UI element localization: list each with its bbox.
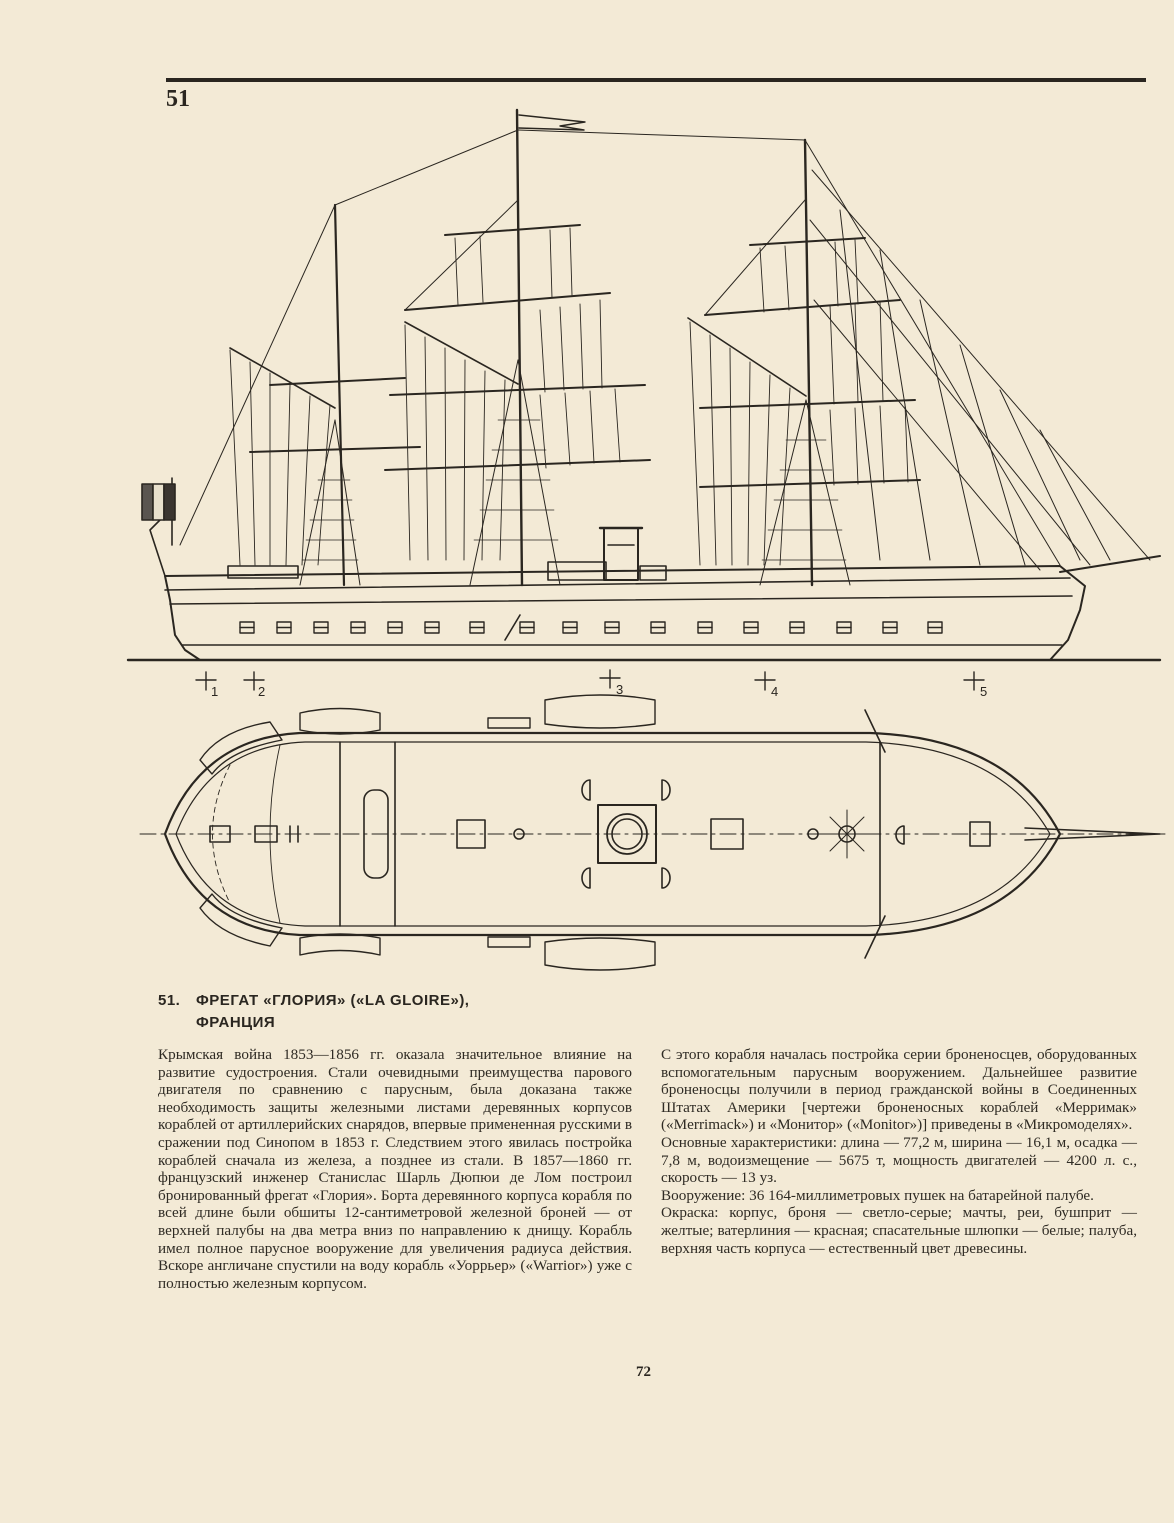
specs-paragraph: Основные характеристики: длина — 77,2 м, ширина — 16,1 м, осадка — 7,8 м, водоизмещение — 5675 т, мощность двигателей — 4200 л. с., скорость — 13 уз.	[661, 1133, 1137, 1187]
body-left-column	[158, 1046, 632, 1292]
station-labels	[211, 682, 987, 699]
body-paragraph: Крымская война 1853—1856 гг. оказала значительное влияние на развитие судостроения. Стали очевидными преимущества парового двигателя по сравнению с парусным, была доказана также необходимость защиты железными листами деревянных корпусов кораблей от артиллерийских снарядов, впервые примененная русскими в сражении под Синопом в 1853 г. Следствием этого явилась постройка кораблей сначала из железа, а позднее из стали. В 1857—1860 гг. французский инженер Станислас Шарль Дюпюи де Лом построил бронированный фрегат «Глория». Борта деревянного корпуса корабля по всей длине были обшиты 12-сантиметровой железной броней — от верхней палубы на два метра вниз по направлению к днищу. Корабль имел полное парусное вооружение для увеличения радиуса действия. Вскоре англичане спустили на воду корабль «Уоррьер» («Warrior») уже с полностью железным корпусом.	[158, 1046, 632, 1292]
heading-country: ФРАНЦИЯ	[196, 1014, 276, 1031]
article-heading	[158, 990, 618, 1034]
plate-number: 51	[166, 86, 190, 112]
heading-number: 51.	[158, 992, 181, 1009]
station-label: 5	[980, 684, 988, 699]
station-label: 4	[771, 684, 779, 699]
body-right-column	[661, 1046, 1137, 1257]
armament-paragraph: Вооружение: 36 164-миллиметровых пушек на батарейной палубе.	[661, 1186, 1094, 1204]
colors-paragraph: Окраска: корпус, броня — светло-серые; мачты, реи, бушприт — желтые; ватерлиния — красная; спасательные шлюпки — белые; палуба, верхняя часть корпуса — естественный цвет древесины.	[661, 1204, 1137, 1257]
side-view	[128, 110, 1160, 690]
flag-icon	[142, 478, 175, 545]
station-label: 3	[616, 682, 624, 697]
station-label: 2	[258, 684, 266, 699]
body-paragraph: С этого корабля началась постройка серии броненосцев, оборудованных вспомогательным парусным вооружением. Дальнейшее развитие броненосцы получили в период гражданской войны в Соединенных Штатах Америки [чертежи броненосных кораблей «Мерримак» («Merrimack») и «Монитор» («Monitor»)] приведены в «Микромоделях».	[661, 1046, 1137, 1134]
heading-title: ФРЕГАТ «ГЛОРИЯ» («LA GLOIRE»),	[196, 992, 470, 1009]
page-number: 72	[636, 1364, 651, 1380]
station-label: 1	[211, 684, 219, 699]
plan-view	[140, 695, 1165, 970]
